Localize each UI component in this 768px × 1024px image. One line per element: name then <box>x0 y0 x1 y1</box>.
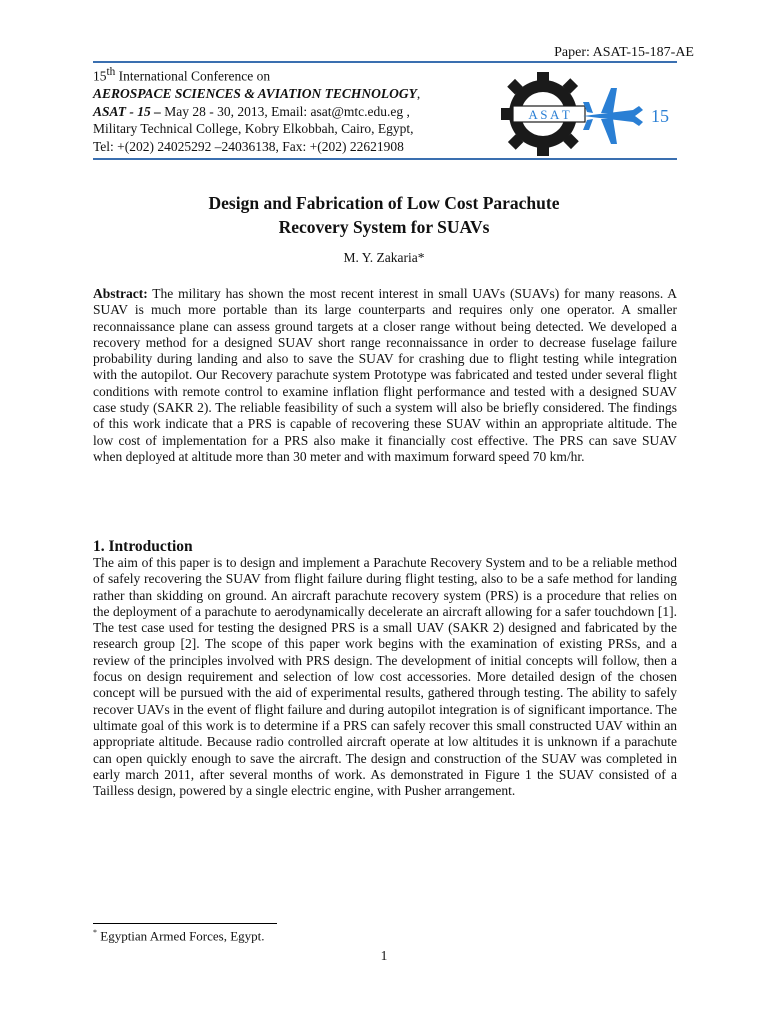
author: M. Y. Zakaria* <box>343 250 425 265</box>
conference-name: AEROSPACE SCIENCES & AVIATION TECHNOLOGY, <box>93 86 421 101</box>
paper-id: Paper: ASAT-15-187-AE <box>554 45 694 60</box>
header-bottom-rule <box>93 158 677 160</box>
logo-text: A S A T <box>528 107 570 122</box>
footnote-rule <box>93 923 277 924</box>
airplane-icon <box>583 88 643 144</box>
paper-title: Design and Fabrication of Low Cost Parachute Recovery System for SUAVs <box>208 193 560 237</box>
logo-number: 15 <box>651 106 669 126</box>
top-rule <box>93 61 677 63</box>
asat-logo <box>483 66 678 162</box>
section-heading: 1. Introduction <box>93 538 193 555</box>
conference-line: 15th International Conference on <box>93 66 271 84</box>
introduction-text: The aim of this paper is to design and implement a Parachute Recovery System and to be a reliable method of safely recovering the SUAV from flight failure during flight testing, also to be a safe method for landing rather than skidding on ground. An aircraft parachute recovery system (PRS) is a procedure that relies on the deployment of a parachute to aerodynamically decelerate an aircraft allowing for a safer touchdown [1]. The test case used for testing the designed PRS is a small UAV (SAKR 2) designed and fabricated by the research group [2]. The scope of this paper work begins with the examination of existing PRSs, and a review of the principles involved with PRS design. The development of initial concepts will follow, then a focus on design requirement and selection of low cost accessories. More detailed design of the chosen concept will be pursued with the aid of experimental results, gathered through testing. The ability to safely recover UAVs in the event of flight failure and during autopilot integration is of significant importance. The ultimate goal of this work is to determine if a PRS can safely recover this small constructed UAV within an appropriate altitude. Because radio controlled aircraft operate at low altitudes it is unknown if a parachute can open quickly enough to save the aircraft. The design and construction of the SUAV was completed in early march 2011, after several months of work. As demonstrated in Figure 1 the SUAV consisted of a Tailless design, powered by a single electric engine, with Pusher arrangement. <box>93 555 677 799</box>
conference-dates-email: ASAT - 15 – May 28 - 30, 2013, Email: asat@mtc.edu.eg , <box>93 103 410 119</box>
abstract-text: The military has shown the most recent interest in small UAVs (SUAVs) for many reasons. A SUAV is much more portable than its large counterparts and requires only one operator. A smaller reconnaissance plane can assess ground targets at a closer range without being detected. We developed a recovery method for a designed SUAV short range reconnaissance in order to decrease fuselage failure probability during landing and also to save the SUAV for crashing due to flight testing while integration with the autopilot. Our Recovery parachute system Prototype was fabricated and tested under several flight conditions with remote control to examine inflation flight performance and tested with a designed SUAV case study (SAKR 2). The reliable feasibility of such a system will also be briefly considered. The findings of this work indicate that a PRS is capable of recovering these SUAV within an appropriate altitude. The low cost of implementation for a PRS also make it financially cost effective. The PRS can save SUAV when deployed at altitude more than 30 meter and with maximum forward speed 70 km/hr. <box>93 286 677 464</box>
abstract <box>93 286 677 465</box>
conference-contact: Tel: +(202) 24025292 –24036138, Fax: +(202) 22621908 <box>93 138 404 154</box>
conference-address: Military Technical College, Kobry Elkobbah, Cairo, Egypt, <box>93 121 414 136</box>
page-number: 1 <box>380 948 388 963</box>
conference-header <box>93 64 493 155</box>
abstract-label: Abstract: <box>93 286 148 301</box>
footnote: * Egyptian Armed Forces, Egypt. <box>93 928 265 944</box>
